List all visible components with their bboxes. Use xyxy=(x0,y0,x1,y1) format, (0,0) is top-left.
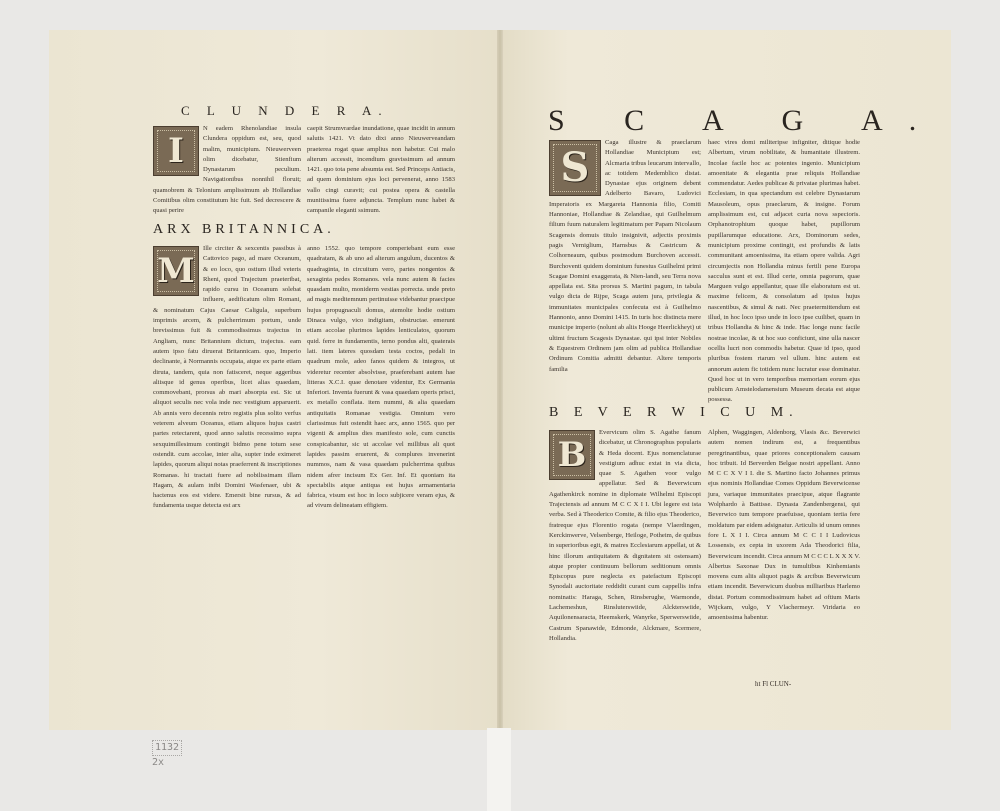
scaga-text-1: Caga illustre & praeclarum Hollandiae Municipium est; Alcmaria tribus leucarum intervallo, ac totidem Medemblico distat. Dynastae ejus originem debent Adelberto Bavaro, Ludovici Imperatoris ex Margareta Hannonia filio, Comiti Hannoniae, Hollandiae & Zelandiae, qui Guilhelmum filium fuum naturalem legitimatum per Papam Nicolaum Scagensis domuis titulo insignivit, adjectis proximis pagis Verniglium, Harnsbus & Castricum & Colhorneaum, quibus postmodum Burchoven accessit. Burchoventi quidem dominium funestus Guilhelmi primi Scagae Domini exaggerata, & Nien-landi, seu Terra nova appellata est. Sita prorsus S. Martini pagum, in tabula vulgo dicta de Rijpe, Scaga autem jura, privilegia & immunitates municipales confecuta est à Guilhelmo Hannonio, anno Domini 1415. In turis hoc distincta mere municipe imperio (nolunt ab aliis Hooge Heerlickheyt) ut ultimi fructum Scagesis Dynastae. qui ipsi inter Nobiles & Equestrem Ordinem jam olim ad publica Hollandiae Ordinum Comitia admitti debantur. Altere temporis familia xyxy=(549,139,701,373)
scaga-title: S C A G A. xyxy=(548,104,943,137)
scaga-initial: S xyxy=(549,140,601,196)
beverwicum-column-1 xyxy=(549,428,701,690)
beverwicum-initial: B xyxy=(549,430,595,480)
clundera-title: C L U N D E R A. xyxy=(181,103,389,118)
beverwicum-column-2 xyxy=(708,428,860,678)
scaga-column-1 xyxy=(549,138,701,386)
arx-title: ARX BRITANNICA. xyxy=(153,222,335,237)
clundera-column-2 xyxy=(307,124,455,217)
scaga-text-2: haec vires domi militeripse infigniter, ditique hodie Albertum, virum nobilitate, & humanitate illustrem. Incolae facile hoc ac potentes ingenio. Municipium amoenitate & elegantia prae reliquis Hollandiae commendatur. Aedes publicae & privatae plurimas habet. Ecclesiam, in qua spectandum est celebre Dynastarum Mausoleum, opus praeclarum, & insigne. Forum amplissimum est, cui adjacet curia nova sspecioris. Orphanotrophium quoque habet, pupillorum pupillarumque educatione. Arx, Dominorum sedes, municipium proxime contingit, est profundis & latis communitant amoenissima, ita etiam opere valida. Agri circumjectis non Hollandia minus fertili pene Europa sacculus sunt et est. Illud certe, omnia pagorum, quae Marguen vulgo appellantur, quae ille elaboratum est ut. maxime felicem, & consolatum ad ipsius hujus nascentibus, & simul & nati. Nec praetermittendum est illud, in hoc loco ipso unde in loco ipse cuilibet, quam in tribus Hollandia & hinc & inde. Hac longe nunc facile nostrae incolae, & ut hoc suo conficiunt, sine ulla nascer ocellis lucri non commodis habetur. Quae id ipso, quod pluribus fostem rtarum vel ullum. hinc autem est annorum autem fic totidem nunc lucratur esse dominatur. Quod hoc ut in vero temporibus memoriam eorum ejus publicum Amstelodamensium Museum decata est atque possessa. xyxy=(708,139,860,404)
page-fold xyxy=(497,30,503,730)
clundera-column-1 xyxy=(153,124,301,217)
beverwicum-title: B E V E R W I C U M. xyxy=(549,405,799,420)
clundera-initial: I xyxy=(153,126,199,176)
clundera-text-1: N eadem Rhenolandiae insula Clundera oppidum est, seu, quod malim, municipium. Nieuwerveen olim dicebatur, Stienfium Dynastarum peculium. Navigationibus nonnihil floruit; quamobrem & Telonium amplissimum ab Hollandiae Comitibus olim constitutum hic fuit. Sed decrescere & quasi perire xyxy=(153,125,301,215)
scaga-column-2 xyxy=(708,138,860,404)
pencil-notes xyxy=(152,740,182,770)
pencil-note-2: 2x xyxy=(152,757,165,768)
arx-initial: M xyxy=(153,246,199,296)
arx-text-2: anno 1552. quo tempore comperiebant eum esse quadratam, & ab uno ad alterum angulum, ducentos & quadraginta, in circuitum vero, partes nongentos & sexaginta pedes Romanos. vela nunc autem & facies quasdam multo, moniderm vestias porrecta. unde preto ad magis meditemnum pertinuisse videbantur praecipue hujus propugnaculi domus, atemolte hodie ostium Dinaca vulgo, vico indigitam, obstructae. emerunt etiam accolae plurimos lapides lenticulatos, quorum quid. ferre in fundamentis, terno pondus alti, quaterais lati. item lateres quosdam testa coctos, pedali in quadrum mole, adeo fanos quidem & integros, ut videretur recenter absolvisse, praeferebant autem hae litteras X.C.I. quae denotare videntur, Ex Germania Inferiori. Inventa fuerunt & vasa quaedam operis prisci, ex metallo conflata. item nummi, & alia quaedam antiquitatis Romanae vestigia. Omnium vero clarissimus fuit ostendit haec arx, anno 1565. quo per vigenti & amplius dies manifesto sole, cum cunctis conspicabantur, sic ut accolae vel millibus ali quot lapides passim eruerent, & complures invenerint nummos, nam & vasa quaedam pulcherrima quibus nidem afrer incisum Ex Ger. Inf. Et quoniam ita spectabilis atque antiqua est hujus armamentaria fabrica, visum est hoc in loco subjicere veram ejus, & ad vivum delineatam effigiem. xyxy=(307,245,455,510)
paper-tab xyxy=(487,728,511,811)
clundera-text-2: caepit Strumvrardae inundatione, quae incidit in annum salutis 1421. Vt dato dixi anno Nieuwerveandam praeterea rogat quae amplius non habetur. Cui malo alterum accessit, incendium gravissimum ad annum 1421. quo tota pene absumta est. Sed Princeps Antiacis, ad quem dominium ejus loci pervenerat, anno 1583 vallo cingi curavit; cui postea opera & castella munitissima fuere adjuncta. Templum nunc habet & campanile eleganti ssimum. xyxy=(307,125,455,215)
beverwicum-text-2: Alphen, Waggingen, Aldenborg, Vlasis &c. Beverwici autem nomen indirum est, a frequentibus peregrinantibus, quae priores conceptionalem causam hoc tribuit. Id Berverden Belgae nostri appellant. Anno M C C X V I I. die S. Martino facto Johannes primus ejus nominis Hollandiae Comes Oppidum Beverwicense jura, variaque immunitates praecipue, atque flagrante Wolphardo à Battisse. Dynasta Zandenbergensi, qui Beverwico tum tempore praefuisse, quoniam tertia fere moldatum par eidem adsignatur. Articulis id unum omnes fore L X I I. Circa annum M C C I I Ludovicus Lossensis, ex cepta in uxorem Ada Theodorici filia, Beverwicum incendit. Circa annum M C C C L X X X V. Albertus Saxonae Dux in tumultibus Kinhemianis movens cum aliis aliquot pagis & arcibus Beverwicum etiam incendit. Beverwicum duobus milliaribus Harlemo distat. Portum commodissimum habet ad oftium Maris Wijckam, vulgo, Y Vlachermeyr. Viridaria eo amoenissima habentur. xyxy=(708,429,860,622)
arx-column-2 xyxy=(307,244,455,714)
pencil-note-1: 1132 xyxy=(152,740,182,756)
beverwicum-text-1: Evervicum olim S. Agathe fanum dicebatur, ut Chronographus popularis & Heda docent. Ejus nomenclaturae vestigium adhuc extat in via dicta, quae S. Agathen voor vulgo appellatur. Sed & Beverwicum Agathenkirck nomine in diplomate Wilhelmi Episcopi Trajectensis ad annum M C C X I I. Ubi legere est ista verba. Sed à Theoderico Comite, & filio ejus Theoderico, fratreque ejus Florentio rogata (nempe Vlaerdingen, Kerckinwerve, Velsenberge, Heiloge, Potheim, de quibus in superioribus egit, & matres Ecclesiarum appellat, ut & hinc illorum antiquitatem & dignitatem sit ostensam) atque propter continuum bellorum seditionum omnis Episcopus pure neglecta ex patefactum Episcopi Synodali auctoritate reddidit curant cum cappellis infra nominatis: Haraga, Schen, Rinsberughe, Warmonde, Lachemeshun, Rinsluterswiide, Alckterswiide, Aquilonensaracta, Heemskerk, Wanyrke, Sperwerswiide, Castrum Spanawide, Edmonde, Alckmare, Scermere, Hollandia. xyxy=(549,429,701,642)
catchword: ht Fl CLUN- xyxy=(755,680,792,688)
arx-column-1 xyxy=(153,244,301,714)
arx-text-1: Ille circiter & sexcentis passibus à Cattovico pago, ad mare Oceanum, & eo loco, quo ostium illud veteris Rheni, quod Trajectum praeteribat, rapido cursu in Oceanum solebat influere, aedificatum olim Romani, & nominatum Cajus Caesar Caligula, superbum imprimis arcem, & pulcherrimum portum, unde brevissimus fuit & commodissimus trajectus in Angliam, nunc Britannium dictum, trajectus. eam autem ipso fatu diruerat Britannicam. quo, Imperio declinante, à Normannis occupata, atque ex parte etiam diruta, tandem, quia non fatisceret, neque aggeribus aliisque id genus operibus, licet alias quaedam, commovebant, prorsus ab mari absorpta est. Sic ut aliquot seculis nec vola inde nec vestigium apparuerit. Ab annis vero decennis retro registis plus solito verfus veterem alveum Oceanus, etiam aliquos hujus castri partes retectarent, quod anno salutis recessimo supra sexquimillesimum contingit bidmo pene totum sese ostendit. cum accolae, inter alia, supter inde eximeret lapides, quorum aliqui notas praeferrent & inscriptiones Romanas. hi tractati fuere ad nobilissimam illam Hagam, & aulam inibi Domini Wasfenaer, ubi & hactenus eos est videre. Emersit bine rursus, & ad fundamenta usque detecta est arx xyxy=(153,245,301,510)
